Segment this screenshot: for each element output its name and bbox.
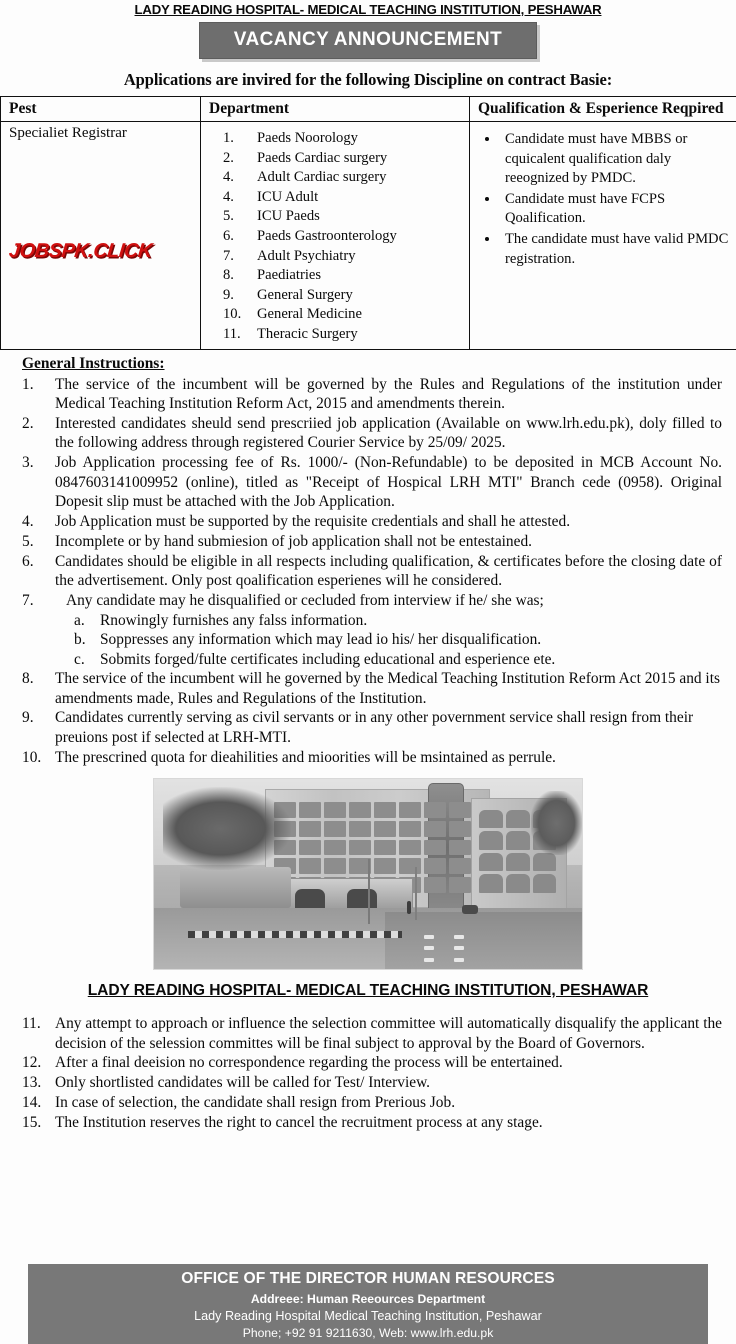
general-instructions-list xyxy=(0,375,736,768)
department-item-number: 1. xyxy=(223,130,234,146)
footer-contact: Phone; +92 91 9211630, Web: www.lrh.edu.pk xyxy=(242,1326,494,1340)
entrance-arch-left xyxy=(295,889,325,910)
department-item-number: 4. xyxy=(223,169,234,186)
department-item-label: General Surgery xyxy=(257,286,353,303)
vacancy-announcement-banner: VACANCY ANNOUNCEMENT xyxy=(199,22,537,59)
vacancy-banner-wrapper xyxy=(0,22,736,59)
instruction-text: Interested candidates sheuld send prescriied job application (Available on www.lrh.edu.pk), doly filled to the following address through registered Courier Service by 25/09/ 2025. xyxy=(55,414,722,452)
department-list xyxy=(209,125,463,345)
entrance-arch-right xyxy=(347,889,377,910)
footer-address-label: Addreee: Human Reeources Department xyxy=(250,1292,486,1306)
post-value: Specialiet Registrar xyxy=(9,125,127,141)
department-item xyxy=(223,227,463,247)
instruction-text: Job Application processing fee of Rs. 1000/- (Non-Refundable) to be deposited in MCB Account No. 0847603141009952 (online), titled as "Receipt of Hospical LRH MTI" Branch cede (0958). Original Dopesit slip must be attached with the Job Application. xyxy=(55,454,722,510)
motorbike xyxy=(462,905,478,914)
instruction-item: The Institution reserves the right to cancel the recruitment process at any stage. xyxy=(55,1114,543,1132)
instruction-text: Candidates currently serving as civil servants or in any other povernment service shall resign from their preuions post if selected at LRH-MTI. xyxy=(55,709,694,746)
instruction-text: Incomplete or by hand submiesion of job application shall not be entestained. xyxy=(55,532,532,550)
vacancy-table-head xyxy=(1,97,736,122)
department-item-label: Adult Psychiatry xyxy=(257,247,356,264)
department-item xyxy=(223,247,463,267)
footer-contact-block xyxy=(28,1264,708,1344)
department-item-label: Paeds Gastroonterology xyxy=(257,227,397,244)
instruction-text: Job Application must be supported by the requisite credentials and shall he attested. xyxy=(55,512,571,530)
qualification-item: • Candidate must have FCPS Qoalification. xyxy=(500,190,733,229)
instruction-item: After a final deeision no correspondence regarding the process will be entertained. xyxy=(55,1054,563,1072)
instruction-item xyxy=(22,414,722,453)
light-pole-left xyxy=(368,859,370,924)
instruction-item xyxy=(22,748,722,767)
monument-plinth xyxy=(180,867,291,909)
department-item-number: 7. xyxy=(223,247,234,264)
department-item-number: 11. xyxy=(223,325,241,342)
column-header-post: Pest xyxy=(1,97,201,122)
department-item-label: ICU Adult xyxy=(257,188,319,205)
instruction-item: Only shortlisted candidates will be called for Test/ Interview. xyxy=(55,1074,431,1092)
column-header-department: Department xyxy=(201,97,470,122)
instruction-sub-item: Rnowingly furnishes any falss information. xyxy=(100,611,368,629)
footer-title: OFFICE OF THE DIRECTOR HUMAN RESOURCES xyxy=(181,1270,555,1287)
department-item-label: Paeds Cardiac surgery xyxy=(257,149,388,166)
footer-institution: Lady Reading Hospital Medical Teaching Institution, Peshawar xyxy=(194,1309,542,1323)
cell-post xyxy=(1,122,201,350)
department-item-label: Theracic Surgery xyxy=(257,325,358,342)
photo-canvas xyxy=(154,779,582,969)
department-item xyxy=(223,129,463,149)
kerb-stripes xyxy=(188,931,402,938)
cell-qualification xyxy=(470,122,736,350)
instruction-item xyxy=(22,375,722,414)
instruction-text: The prescrined quota for dieahilities and mioorities will be msintained as perrule. xyxy=(55,748,556,766)
instruction-text: The service of the incumbent will he governed by the Medical Teaching Institution Reform Act 2015 and its amendments made, Rules and Regulations of the Institution. xyxy=(55,670,720,707)
instruction-item xyxy=(22,708,722,747)
instruction-item xyxy=(22,512,722,531)
vacancy-table xyxy=(0,96,736,350)
department-item-number: 6. xyxy=(223,227,234,244)
tree-left xyxy=(163,787,291,871)
instruction-item: Any attempt to approach or influence the selection committee will automatically disqualify the applicant the decision of the selession committes will be final subject to approval by the Board of Governors. xyxy=(55,1015,722,1052)
instruction-text: Any candidate may he disqualified or cecluded from interview if he/ she was; xyxy=(66,592,544,609)
department-item-number: 5. xyxy=(223,208,234,225)
department-item-number: 9. xyxy=(223,286,234,303)
instruction-item xyxy=(22,591,722,610)
department-item-label: Paeds Noorology xyxy=(257,130,358,146)
general-instructions-heading: General Instructions: xyxy=(22,354,165,372)
department-item-number: 4. xyxy=(223,188,234,205)
department-item xyxy=(223,266,463,286)
light-pole-right xyxy=(415,867,417,920)
lead-line: Applications are invired for the following Discipline on contract Basie: xyxy=(123,70,613,89)
department-item xyxy=(223,168,463,188)
driveway xyxy=(385,912,582,969)
department-item xyxy=(223,207,463,227)
jobspk-watermark: JOBSPK.CLICK xyxy=(7,240,154,262)
vacancy-table-body xyxy=(1,122,736,350)
department-item xyxy=(223,325,463,345)
instruction-sub-item: Soppresses any information which may lead io his/ her disqualification. xyxy=(100,631,542,649)
department-item xyxy=(223,188,463,208)
instruction-item: In case of selection, the candidate shall resign from Prerious Job. xyxy=(55,1094,456,1112)
instruction-item xyxy=(22,532,722,551)
department-item-number: 8. xyxy=(223,267,234,284)
instruction-text: The service of the incumbent will be governed by the Rules and Regulations of the institution under Medical Teaching Institution Reform Act, 2015 and amendments therein. xyxy=(55,375,722,412)
department-item xyxy=(223,305,463,325)
hospital-building-photo xyxy=(153,778,583,970)
table-row xyxy=(1,122,736,350)
table-header-row xyxy=(1,97,736,122)
qualification-list xyxy=(478,125,733,269)
instruction-item xyxy=(22,669,722,708)
pedestrian xyxy=(407,901,411,914)
photo-caption: LADY READING HOSPITAL- MEDICAL TEACHING INSTITUTION, PESHAWAR xyxy=(87,982,649,1000)
column-header-qualification: Qualification & Esperience Reqpired xyxy=(470,97,736,122)
instruction-item xyxy=(22,552,722,591)
department-item-label: Adult Cardiac surgery xyxy=(257,169,387,186)
tree-right xyxy=(531,791,582,856)
instruction-item xyxy=(22,453,722,511)
organization-title: LADY READING HOSPITAL- MEDICAL TEACHING INSTITUTION, PESHAWAR xyxy=(134,2,602,17)
department-item xyxy=(223,286,463,306)
department-item xyxy=(223,149,463,169)
department-item-label: General Medicine xyxy=(257,306,362,323)
department-item-label: ICU Paeds xyxy=(257,208,320,225)
department-item-label: Paediatries xyxy=(257,267,322,284)
instruction-sub-list xyxy=(22,611,722,669)
general-instructions-list-continued xyxy=(0,1014,736,1132)
instruction-text: Candidates should be eligible in all respects including qualification, & certificates before the closing date of the advertisement. Only post qoalification esperienes will he considered. xyxy=(55,552,722,590)
instruction-sub-item: Sobmits forged/fulte certificates including educational and esperience ete. xyxy=(100,650,556,668)
cell-department xyxy=(201,122,470,350)
department-item-number: 2. xyxy=(223,149,234,166)
qualification-item: • The candidate must have valid PMDC registration. xyxy=(500,230,733,269)
department-item-number: 10. xyxy=(223,306,242,323)
qualification-item: • Candidate must have MBBS or cquicalent qualification daly reeognized by PMDC. xyxy=(500,130,733,189)
